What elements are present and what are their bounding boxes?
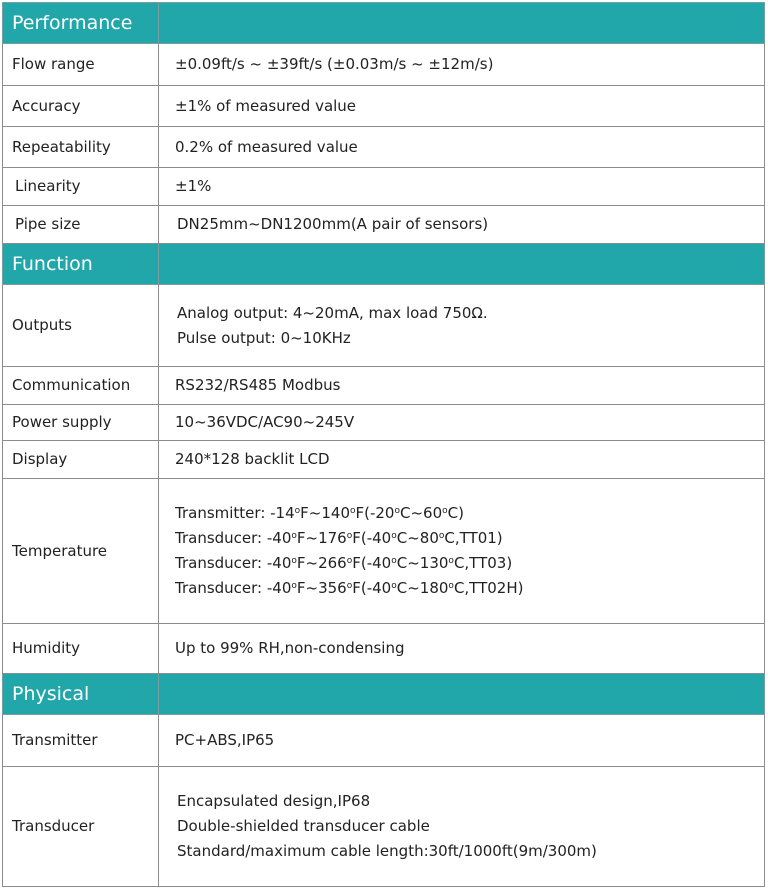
spec-label-transducer: Transducer: [3, 767, 159, 887]
degree-mark: o: [391, 531, 397, 541]
spec-value-transmitter: PC+ABS,IP65: [159, 715, 765, 767]
spec-value-accuracy: ±1% of measured value: [159, 86, 765, 127]
degree-mark: o: [294, 506, 301, 516]
degree-mark: o: [291, 556, 297, 566]
temperature-line: Transmitter: -14$^o$F~140$^o$F(-20$^o$C~60$^o$C): [175, 504, 464, 522]
degree-mark: o: [346, 556, 353, 566]
degree-mark: o: [391, 581, 397, 591]
temperature-line: Transducer: -40$^o$F~266$^o$F(-40$^o$C~130$^o$C,TT03): [175, 554, 513, 572]
section-title-performance: Performance: [3, 3, 159, 44]
transducer-line: Encapsulated design,IP68: [177, 792, 371, 810]
degree-mark: o: [346, 531, 353, 541]
section-header-performance: [3, 3, 765, 44]
degree-mark: o: [448, 556, 454, 566]
degree-mark: o: [349, 506, 356, 516]
spec-value-outputs: [159, 285, 765, 367]
spec-value-transducer: [159, 767, 765, 887]
spec-row-flow-range: [3, 44, 765, 86]
degree-mark: o: [448, 581, 454, 591]
spec-label-accuracy: Accuracy: [3, 86, 159, 127]
section-title-function: Function: [3, 244, 159, 285]
spec-row-outputs: [3, 285, 765, 367]
degree-mark: o: [438, 531, 445, 541]
section-header-fill: [159, 244, 765, 285]
outputs-line: Analog output: 4~20mA, max load 750Ω.: [177, 303, 488, 322]
temperature-line: Transducer: -40$^o$F~176$^o$F(-40$^o$C~80$^o$C,TT01): [175, 529, 503, 547]
degree-mark: o: [291, 581, 297, 591]
spec-row-linearity: [3, 168, 765, 206]
spec-label-humidity: Humidity: [3, 624, 159, 674]
spec-value-communication: RS232/RS485 Modbus: [159, 367, 765, 405]
temperature-line: Transducer: -40$^o$F~356$^o$F(-40$^o$C~180$^o$C,TT02H): [175, 579, 524, 597]
spec-label-outputs: Outputs: [3, 285, 159, 367]
spec-label-repeatability: Repeatability: [3, 127, 159, 168]
spec-row-display: [3, 441, 765, 479]
spec-row-repeatability: [3, 127, 765, 168]
spec-label-pipe-size: Pipe size: [3, 206, 159, 244]
degree-mark: o: [394, 506, 400, 516]
transducer-line: Standard/maximum cable length:30ft/1000ft(9m/300m): [177, 842, 597, 860]
spec-value-humidity: Up to 99% RH,non-condensing: [159, 624, 765, 674]
spec-row-transmitter: [3, 715, 765, 767]
spec-row-transducer: [3, 767, 765, 887]
spec-value-power-supply: 10~36VDC/AC90~245V: [159, 405, 765, 441]
spec-row-power-supply: [3, 405, 765, 441]
section-title-physical: Physical: [3, 674, 159, 715]
outputs-line: Pulse output: 0~10KHz: [177, 328, 351, 347]
spec-label-flow-range: Flow range: [3, 44, 159, 86]
spec-row-temperature: [3, 479, 765, 624]
degree-mark: o: [391, 556, 397, 566]
spec-label-communication: Communication: [3, 367, 159, 405]
degree-mark: o: [346, 581, 353, 591]
section-header-fill: [159, 674, 765, 715]
spec-value-pipe-size: DN25mm~DN1200mm(A pair of sensors): [159, 206, 765, 244]
section-header-fill: [159, 3, 765, 44]
degree-mark: o: [442, 506, 448, 516]
spec-value-repeatability: 0.2% of measured value: [159, 127, 765, 168]
spec-label-linearity: Linearity: [3, 168, 159, 206]
spec-table: [2, 2, 765, 887]
section-header-function: [3, 244, 765, 285]
spec-value-flow-range: ±0.09ft/s ~ ±39ft/s (±0.03m/s ~ ±12m/s): [159, 44, 765, 86]
spec-row-accuracy: [3, 86, 765, 127]
spec-label-power-supply: Power supply: [3, 405, 159, 441]
degree-mark: o: [291, 531, 297, 541]
spec-label-transmitter: Transmitter: [3, 715, 159, 767]
spec-row-communication: [3, 367, 765, 405]
spec-value-display: 240*128 backlit LCD: [159, 441, 765, 479]
transducer-line: Double-shielded transducer cable: [177, 817, 430, 835]
section-header-physical: [3, 674, 765, 715]
spec-label-temperature: Temperature: [3, 479, 159, 624]
spec-label-display: Display: [3, 441, 159, 479]
spec-row-humidity: [3, 624, 765, 674]
spec-row-pipe-size: [3, 206, 765, 244]
spec-value-linearity: ±1%: [159, 168, 765, 206]
spec-value-temperature: [159, 479, 765, 624]
